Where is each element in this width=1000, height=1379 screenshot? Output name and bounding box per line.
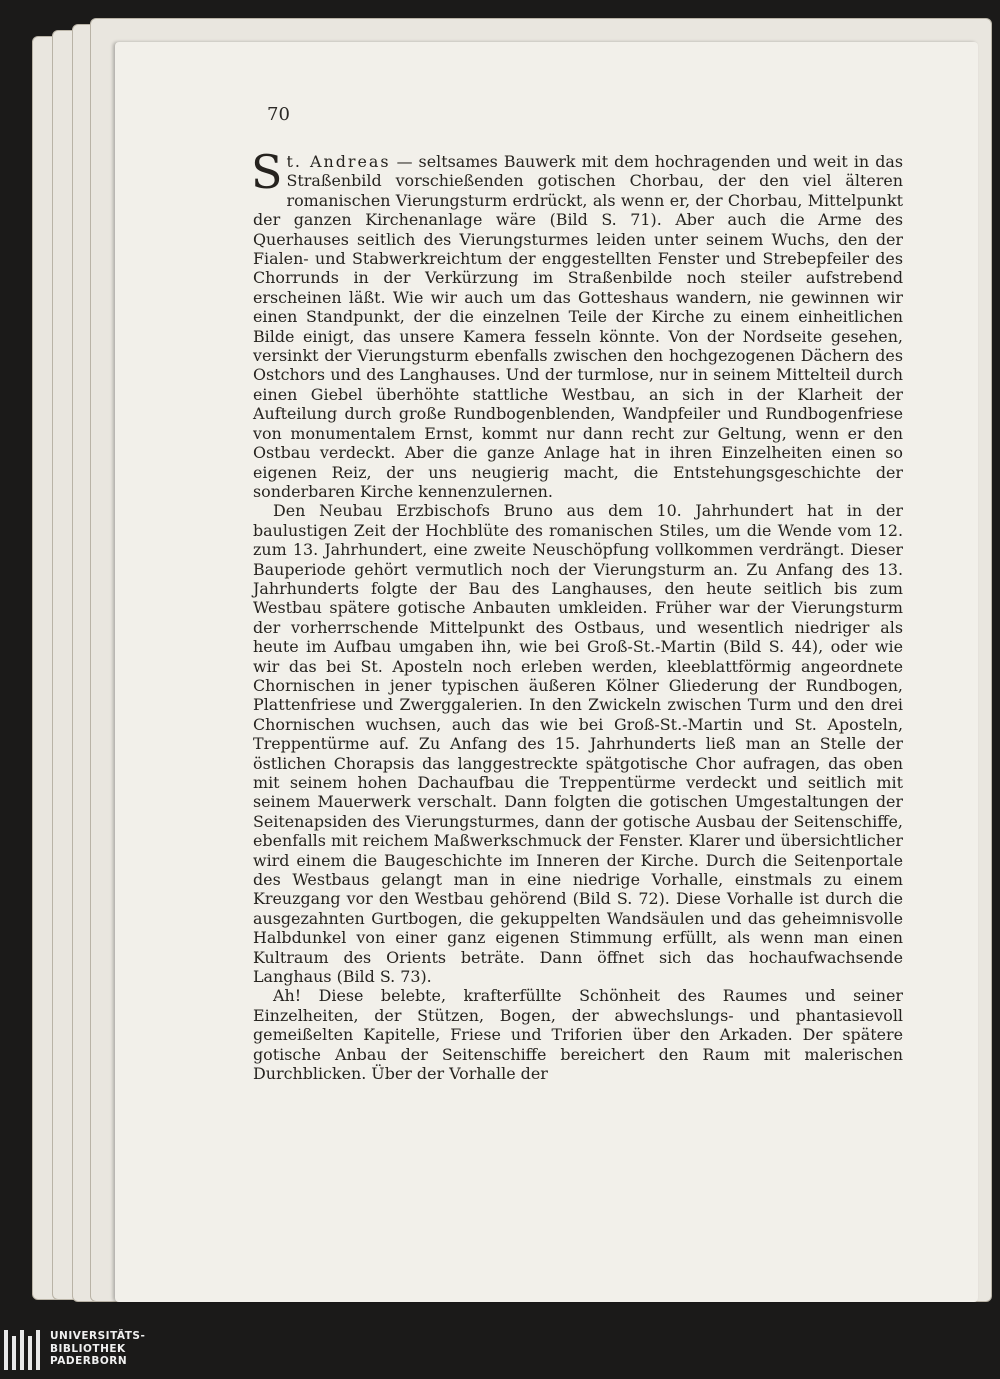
opening-word: t. Andreas	[286, 152, 391, 171]
drop-cap: S	[251, 145, 283, 199]
library-name: UNIVERSITÄTS- BIBLIOTHEK PADERBORN	[50, 1330, 146, 1367]
book-page	[115, 42, 978, 1302]
library-footer	[0, 1320, 1000, 1379]
paragraph	[251, 145, 903, 501]
paragraph: Den Neubau Erzbischofs Bruno aus dem 10. Jahrhundert hat in der baulustigen Zeit der Hochblüte des romanischen Stiles, um die Wende vom 12. zum 13. Jahrhundert, eine zweite Neuschöpfung vollkommen verdrängt. Dieser Bauperiode gehört vermutlich noch der Vierungsturm an. Zu Anfang des 13. Jahrhunderts folgte der Bau des Langhauses, den heute seitlich bis zum Westbau spätere gotische Anbauten umkleiden. Früher war der Vierungsturm der vorherrschende Mittelpunkt des Ostbaus, und wesentlich niedriger als heute im Aufbau umgaben ihn, wie bei Groß-St.-Martin (Bild S. 44), oder wie wir das bei St. Aposteln noch erleben werden, kleeblattförmig angeordnete Chornischen in jener typischen äußeren Kölner Gliederung der Rundbogen, Plattenfriese und Zwerggalerien. In den Zwickeln zwischen Turm und den drei Chornischen wuchsen, auch das wie bei Groß-St.-Martin und St. Aposteln, Treppentürme auf. Zu Anfang des 15. Jahrhunderts ließ man an Stelle der östlichen Chorapsis das langgestreckte spätgotische Chor aufragen, das oben mit seinem hohen Dachaufbau die Treppentürme verdeckt und seitlich mit seinem Mauerwerk verschalt. Dann folgten die gotischen Umgestaltungen der Seitenapsiden des Vierungsturmes, dann der gotische Ausbau der Seitenschiffe, ebenfalls mit reichem Maßwerkschmuck der Fenster. Klarer und übersichtlicher wird einem die Baugeschichte im Inneren der Kirche. Durch die Seitenportale des Westbaus gelangt man in eine niedrige Vorhalle, einstmals zu einem Kreuzgang vor den Westbau gehörend (Bild S. 72). Diese Vorhalle ist durch die ausgezahnten Gurtbogen, die gekuppelten Wandsäulen und das geheimnisvolle Halbdunkel von einer ganz eigenen Stimmung erfüllt, als wenn man einen Kultraum des Orients beträte. Dann öffnet sich das hochaufwachsende Langhaus (Bild S. 73).	[253, 501, 903, 987]
library-logo-icon	[4, 1330, 40, 1370]
paragraph: Ah! Diese belebte, krafterfüllte Schönheit des Raumes und seiner Einzelheiten, der Stützen, Bogen, der abwechslungs- und phantasievoll gemeißelten Kapitelle, Friese und Triforien über den Arkaden. Der spätere gotische Anbau der Seitenschiffe bereichert den Raum mit malerischen Durchblicken. Über der Vorhalle der	[253, 986, 903, 1084]
body-text	[251, 145, 903, 1084]
paragraph-text: — seltsames Bauwerk mit dem hochragenden und weit in das Straßenbild vorschießenden gotischen Chorbau, der den viel älteren romanischen Vierungsturm erdrückt, als wenn er, der Chorbau, Mittelpunkt der ganzen Kirchenanlage wäre (Bild S. 71). Aber auch die Arme des Querhauses seitlich des Vierungsturmes leiden unter seinem Wuchs, den der Fialen- und Stabwerkreichtum der enggestellten Fenster und Strebepfeiler des Chorrunds in der Verkürzung im Straßenbilde noch steiler aufstrebend erscheinen läßt. Wie wir auch um das Gotteshaus wandern, nie gewinnen wir einen Standpunkt, der die einzelnen Teile der Kirche zu einem einheitlichen Bilde einigt, das unsere Kamera fesseln könnte. Von der Nordseite gesehen, versinkt der Vierungsturm ebenfalls zwischen den hochgezogenen Dächern des Ostchors und des Langhauses. Und der turmlose, nur in seinem Mittelteil durch einen Giebel überhöhte stattliche Westbau, an sich in der Klarheit der Aufteilung durch große Rundbogenblenden, Wandpfeiler und Rundbogenfriese von monumentalem Ernst, kommt nur dann recht zur Geltung, wenn er den Ostbau verdeckt. Aber die ganze Anlage hat in ihren Einzelheiten einen so eigenen Reiz, der uns neugierig macht, die Entstehungsgeschichte der sonderbaren Kirche kennenzulernen.	[253, 152, 903, 501]
page-number: 70	[267, 104, 290, 125]
